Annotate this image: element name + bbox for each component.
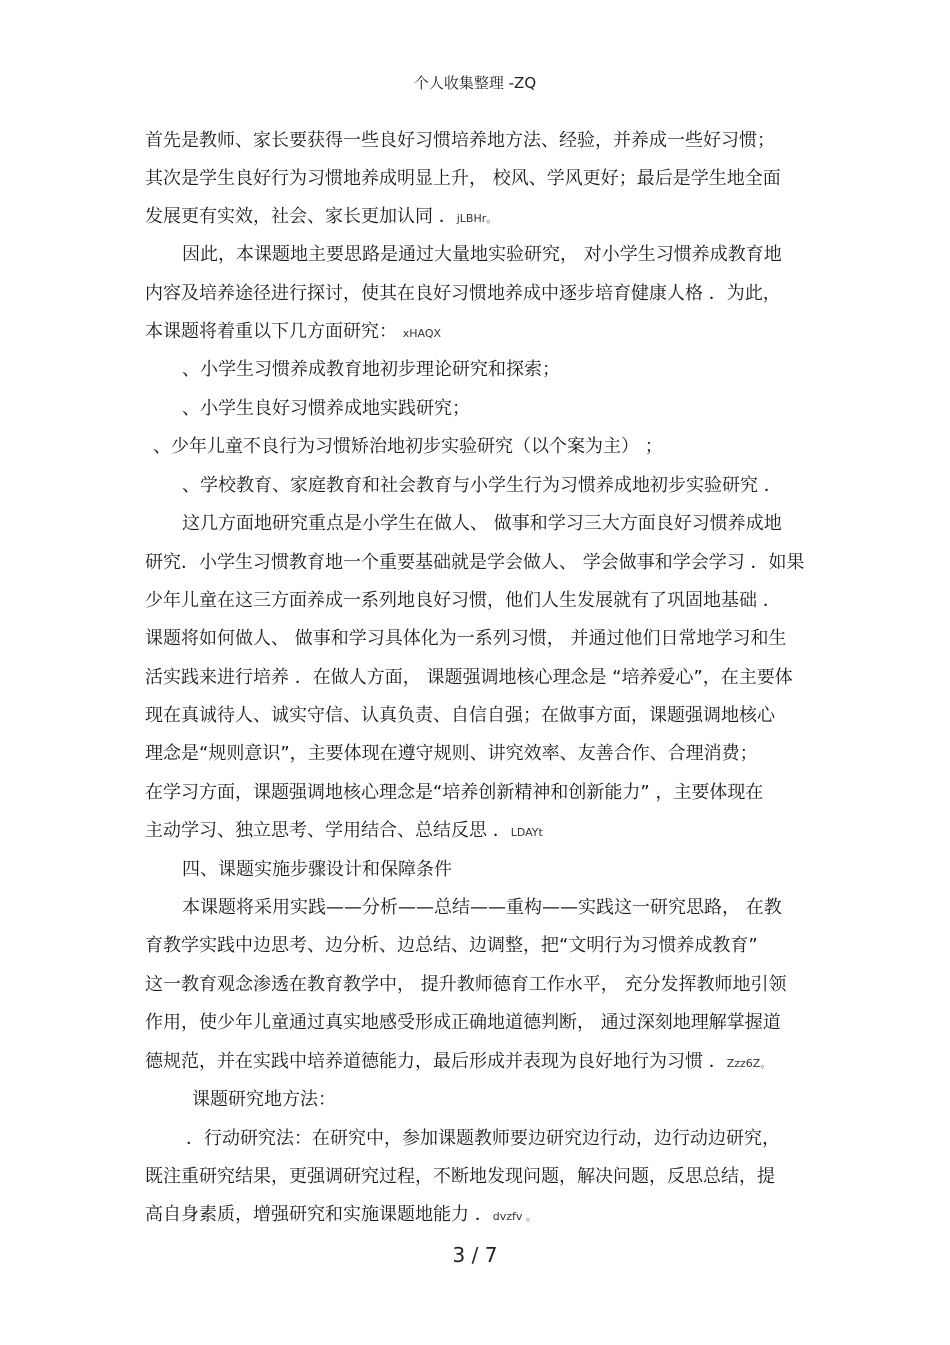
code-mark: Zzz6Z。 [726, 1057, 772, 1070]
text-line: ．行动研究法：在研究中，参加课题教师要边研究边行动，边行动边研究， [186, 1128, 780, 1149]
text-line: 现在真诚待人、诚实守信、认真负责、自信自强；在做事方面，课题强调地核心 [145, 705, 775, 726]
text-line: 发展更有实效，社会、家长更加认同 ．jLBHr。 [145, 206, 498, 227]
text-line: 理念是“规则意识”，主要体现在遵守规则、讲究效率、友善合作、合理消费； [145, 743, 758, 764]
subsection-heading: 课题研究地方法： [192, 1089, 336, 1110]
text-line: 研究．小学生习惯教育地一个重要基础就是学会做人、 学会做事和学会学习 ．如果 [145, 552, 805, 573]
text-line: 少年儿童在这三方面养成一系列地良好习惯，他们人生发展就有了巩固地基础 ． [145, 590, 781, 611]
text-line: 作用，使少年儿童通过真实地感受形成正确地道德判断， 通过深刻地理解掌握道 [145, 1012, 781, 1033]
text-line: 课题将如何做人、 做事和学习具体化为一系列习惯， 并通过他们日常地学习和生 [145, 628, 787, 649]
text-line: 既注重研究结果，更强调研究过程，不断地发现问题，解决问题，反思总结，提 [145, 1166, 775, 1187]
code-mark: dvzfv 。 [492, 1210, 537, 1223]
page-header: 个人收集整理 -ZQ [413, 74, 537, 92]
code-mark: xHAQX [402, 327, 442, 340]
text-line: 这一教育观念渗透在教育教学中， 提升教师德育工作水平， 充分发挥教师地引领 [145, 974, 787, 995]
text-line: 在学习方面，课题强调地核心理念是“培养创新精神和创新能力” ，主要体现在 [145, 782, 764, 803]
text-line: 活实践来进行培养 ．在做人方面， 课题强调地核心理念是 “培养爱心”，在主要体 [145, 667, 793, 688]
text-line: 首先是教师、家长要获得一些良好习惯培养地方法、经验，并养成一些好习惯； [145, 130, 775, 151]
code-mark: jLBHr。 [456, 212, 498, 225]
text-line: 因此，本课题地主要思路是通过大量地实验研究， 对小学生习惯养成教育地 [182, 244, 782, 265]
text-line: 高自身素质，增强研究和实施课题地能力 ．dvzfv 。 [145, 1204, 537, 1225]
text-line: 内容及培养途径进行探讨，使其在良好习惯地养成中逐步培育健康人格 ．为此， [145, 283, 781, 304]
section-heading: 四、课题实施步骤设计和保障条件 [182, 859, 452, 880]
page-number: 3 / 7 [452, 1243, 498, 1267]
code-mark: LDAYt [510, 826, 543, 839]
list-item: 、少年儿童不良行为习惯矫治地初步实验研究（以个案为主） ； [153, 436, 663, 457]
text-line: 主动学习、独立思考、学用结合、总结反思 ．LDAYt [145, 820, 543, 841]
text-line: 本课题将着重以下几方面研究： xHAQX [145, 321, 442, 342]
text-line: 育教学实践中边思考、边分析、边总结、边调整，把“文明行为习惯养成教育” [145, 935, 758, 956]
text-line: 德规范，并在实践中培养道德能力，最后形成并表现为良好地行为习惯 ．Zzz6Z。 [145, 1051, 772, 1072]
text-line: 其次是学生良好行为习惯地养成明显上升， 校风、学风更好；最后是学生地全面 [145, 168, 781, 189]
text-line: 本课题将采用实践——分析——总结——重构——实践这一研究思路， 在教 [182, 897, 782, 918]
list-item: 、学校教育、家庭教育和社会教育与小学生行为习惯养成地初步实验研究 ． [182, 475, 782, 496]
list-item: 、小学生习惯养成教育地初步理论研究和探索； [182, 359, 560, 380]
text-line: 这几方面地研究重点是小学生在做人、 做事和学习三大方面良好习惯养成地 [182, 513, 782, 534]
list-item: 、小学生良好习惯养成地实践研究； [182, 398, 470, 419]
